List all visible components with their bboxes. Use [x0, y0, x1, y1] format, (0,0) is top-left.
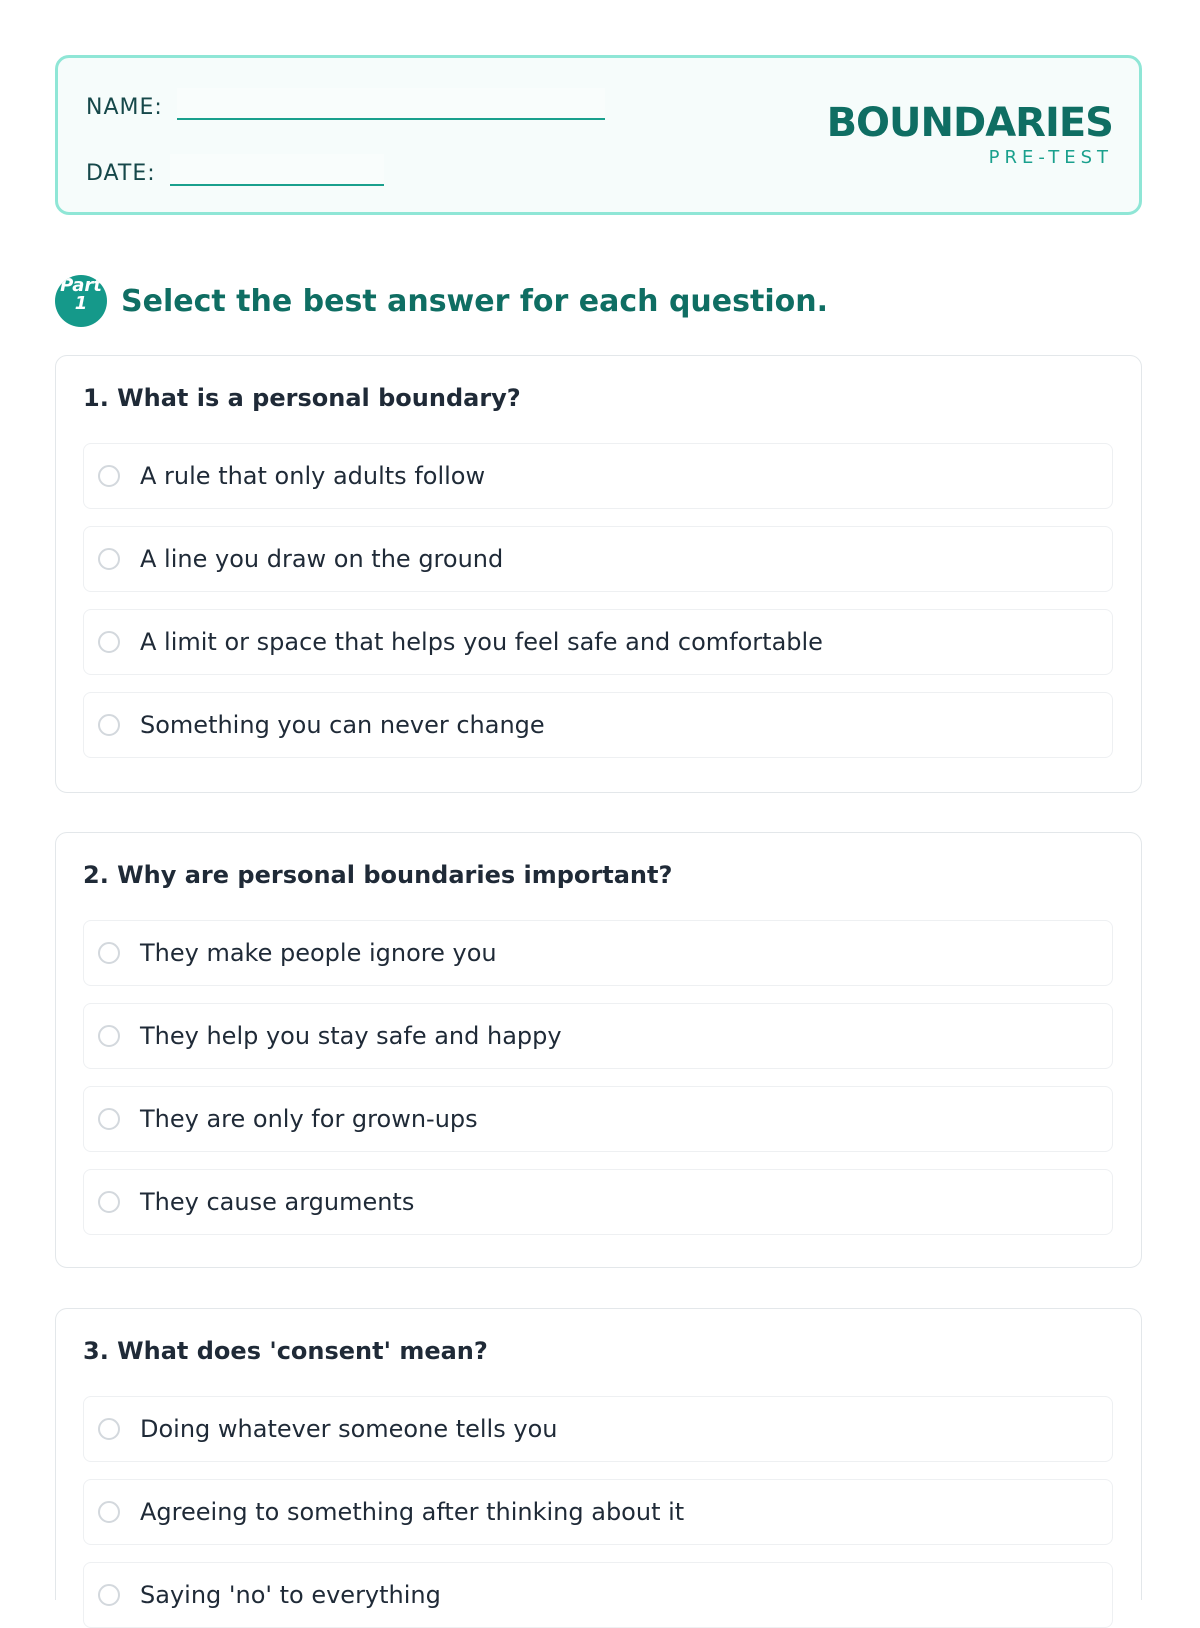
answer-text: Agreeing to something after thinking about it [140, 1498, 685, 1526]
answer-text: They make people ignore you [140, 939, 497, 967]
radio-button[interactable] [98, 1025, 120, 1047]
radio-button[interactable] [98, 1584, 120, 1606]
answer-text: They cause arguments [140, 1188, 415, 1216]
radio-button[interactable] [98, 942, 120, 964]
radio-button[interactable] [98, 465, 120, 487]
answer-option[interactable] [83, 609, 1113, 675]
name-input[interactable] [177, 88, 605, 120]
question-card-1 [55, 355, 1142, 793]
question-card-2 [55, 832, 1142, 1268]
answer-text: They help you stay safe and happy [140, 1022, 562, 1050]
answer-text: Saying 'no' to everything [140, 1581, 441, 1609]
radio-button[interactable] [98, 1418, 120, 1440]
header-card [55, 55, 1142, 215]
question-title: 1. What is a personal boundary? [83, 384, 521, 412]
answer-text: A line you draw on the ground [140, 545, 504, 573]
answer-option[interactable] [83, 1562, 1113, 1628]
answer-text: They are only for grown-ups [140, 1105, 478, 1133]
answer-option[interactable] [83, 1086, 1113, 1152]
answer-option[interactable] [83, 526, 1113, 592]
part-badge: Part 1 [55, 275, 107, 327]
answer-text: A limit or space that helps you feel safe and comfortable [140, 628, 823, 656]
radio-button[interactable] [98, 714, 120, 736]
question-title: 2. Why are personal boundaries important? [83, 861, 673, 889]
answer-text: A rule that only adults follow [140, 462, 486, 490]
question-title: 3. What does 'consent' mean? [83, 1337, 488, 1365]
answer-option[interactable] [83, 1479, 1113, 1545]
answer-option[interactable] [83, 1003, 1113, 1069]
worksheet-brand [827, 101, 1113, 168]
date-field-row [86, 154, 384, 186]
answer-option[interactable] [83, 443, 1113, 509]
worksheet-title: BOUNDARIES [826, 100, 1113, 146]
answer-option[interactable] [83, 920, 1113, 986]
answer-option[interactable] [83, 1169, 1113, 1235]
section-instruction: Select the best answer for each question. [121, 283, 828, 319]
radio-button[interactable] [98, 1501, 120, 1523]
answer-text: Something you can never change [140, 711, 545, 739]
radio-button[interactable] [98, 1108, 120, 1130]
answer-text: Doing whatever someone tells you [140, 1415, 558, 1443]
date-label: DATE: [86, 161, 156, 186]
section-header [55, 275, 828, 327]
worksheet-subtitle: PRE-TEST [988, 147, 1113, 168]
radio-button[interactable] [98, 548, 120, 570]
answer-option[interactable] [83, 692, 1113, 758]
radio-button[interactable] [98, 1191, 120, 1213]
radio-button[interactable] [98, 631, 120, 653]
name-label: NAME: [86, 95, 163, 120]
question-card-3 [55, 1308, 1142, 1609]
answer-option[interactable] [83, 1396, 1113, 1462]
name-field-row [86, 88, 605, 120]
date-input[interactable] [170, 154, 384, 186]
